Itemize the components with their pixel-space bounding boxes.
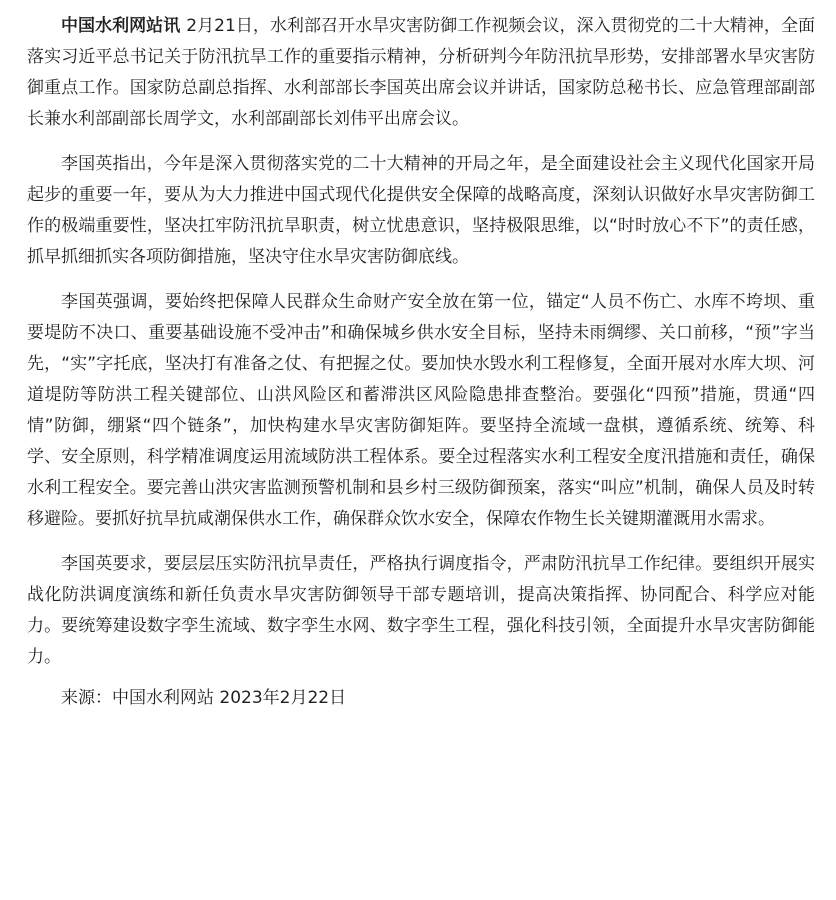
article-source: 来源：中国水利网站 2023年2月22日	[61, 688, 347, 708]
paragraph-text: 2月21日，水利部召开水旱灾害防御工作视频会议，深入贯彻党的二十大精神，全面落实习近平总书记关于防汛抗旱工作的重要指示精神，分析研判今年防汛抗旱形势，安排部署水旱灾害防御重点工作。国家防总副总指挥、水利部部长李国英出席会议并讲话，国家防总秘书长、应急管理部副部长兼水利部副部长周学文，水利部副部长刘伟平出席会议。	[27, 16, 816, 129]
article-paragraph-3: 李国英强调，要始终把保障人民群众生命财产安全放在第一位，锚定“人员不伤亡、水库不垮坝、重要堤防不决口、重要基础设施不受冲击”和确保城乡供水安全目标，坚持未雨绸缪、关口前移，“预”字当先，“实”字托底，坚决打有准备之仗、有把握之仗。要加快水毁水利工程修复，全面开展对水库大坝、河道堤防等防洪工程关键部位、山洪风险区和蓄滞洪区风险隐患排查整治。要强化“四预”措施，贯通“四情”防御，绷紧“四个链条”，加快构建水旱灾害防御矩阵。要坚持全流域一盘棋，遵循系统、统筹、科学、安全原则，科学精准调度运用流域防洪工程体系。要全过程落实水利工程安全度汛措施和责任，确保水利工程安全。要完善山洪灾害监测预警机制和县乡村三级防御预案，落实“叫应”机制，确保人员及时转移避险。要抓好抗旱抗咸潮保供水工作，确保群众饮水安全，保障农作物生长关键期灌溉用水需求。	[27, 292, 815, 529]
article-paragraph-4: 李国英要求，要层层压实防汛抗旱责任，严格执行调度指令，严肃防汛抗旱工作纪律。要组织开展实战化防洪调度演练和新任负责水旱灾害防御领导干部专题培训，提高决策指挥、协同配合、科学应对能力。要统筹建设数字孪生流域、数字孪生水网、数字孪生工程，强化科技引领，全面提升水旱灾害防御能力。	[27, 554, 815, 667]
article-paragraph-1	[27, 11, 815, 135]
dateline-source: 中国水利网站讯	[61, 16, 181, 36]
article-paragraph-2: 李国英指出，今年是深入贯彻落实党的二十大精神的开局之年，是全面建设社会主义现代化国家开局起步的重要一年，要从为大力推进中国式现代化提供安全保障的战略高度，深刻认识做好水旱灾害防御工作的极端重要性，坚决扛牢防汛抗旱职责，树立忧患意识，坚持极限思维，以“时时放心不下”的责任感，抓早抓细抓实各项防御措施，坚决守住水旱灾害防御底线。	[27, 154, 815, 267]
